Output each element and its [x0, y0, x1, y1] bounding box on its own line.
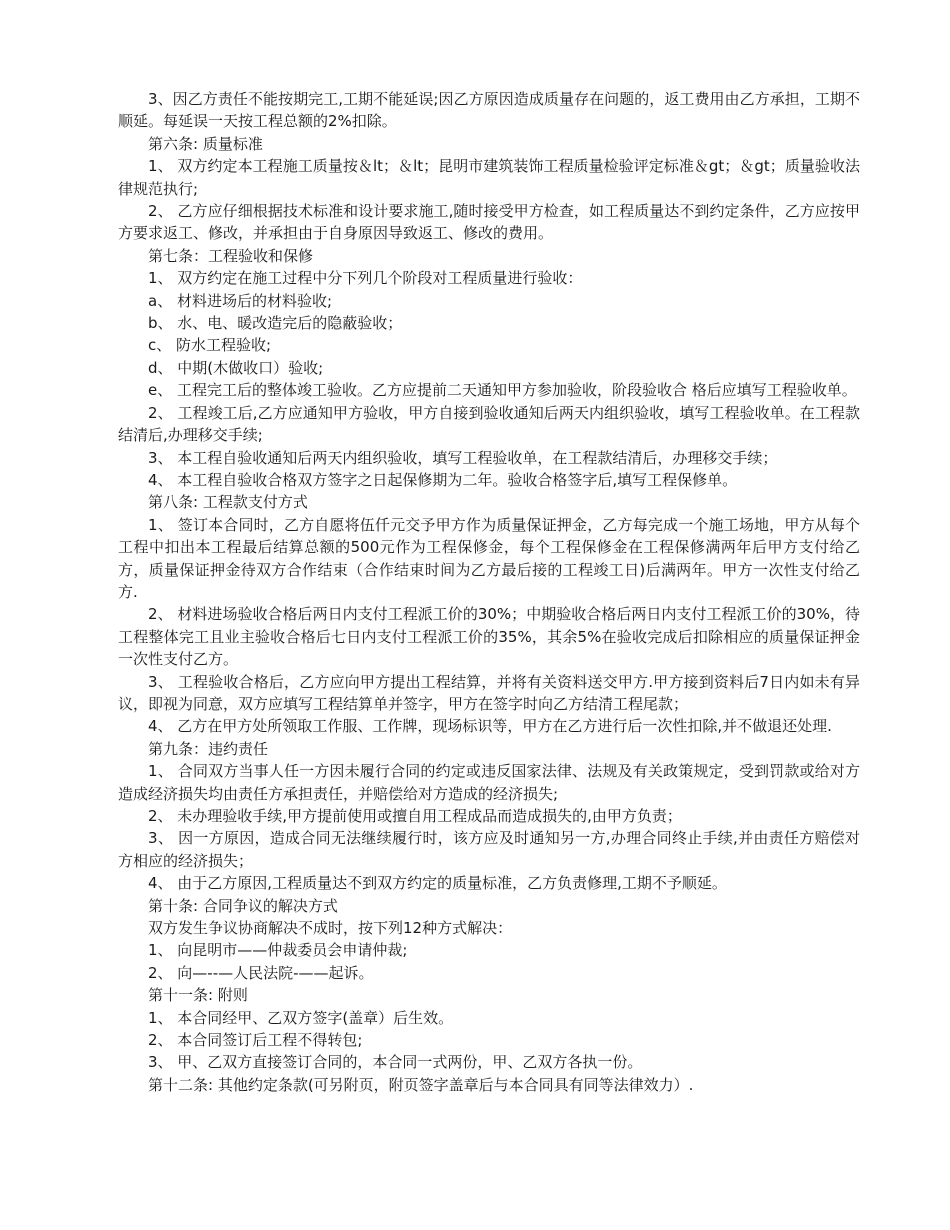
paragraph: 第七条：工程验收和保修	[148, 246, 314, 265]
paragraph: b、 水、电、暖改造完后的隐蔽验收；	[148, 314, 403, 333]
paragraph: 第十二条: 其他约定条款(可另附页，附页签字盖章后与本合同具有同等法律效力）.	[148, 1075, 694, 1094]
contract-document	[118, 88, 860, 1096]
paragraph: 1、 双方约定本工程施工质量按＆lt；＆lt；昆明市建筑装饰工程质量检验评定标准＆gt；＆gt；质量验收法律规范执行;	[118, 157, 860, 198]
paragraph: 3、 甲、乙双方直接签订合同的，本合同一式两份，甲、乙双方各执一份。	[148, 1053, 643, 1072]
paragraph: e、 工程完工后的整体竣工验收。乙方应提前二天通知甲方参加验收，阶段验收合 格后应填写工程验收单。	[148, 381, 857, 400]
paragraph: d、 中期(木做收口）验收;	[148, 358, 324, 377]
paragraph: 第九条：违约责任	[148, 739, 269, 758]
paragraph: 2、 未办理验收手续,甲方提前使用或擅自用工程成品而造成损失的,由甲方负责；	[148, 807, 682, 825]
paragraph: 第十一条: 附则	[148, 986, 248, 1005]
paragraph: c、 防水工程验收;	[148, 336, 272, 355]
paragraph: 双方发生争议协商解决不成时，按下列12种方式解决：	[148, 919, 513, 938]
paragraph: 2、 乙方应仔细根据技术标准和设计要求施工,随时接受甲方检查，如工程质量达不到约定条件，乙方应按甲方要求返工、修改，并承担由于自身原因导致返工、修改的费用。	[118, 202, 860, 243]
paragraph: 3、因乙方责任不能按期完工,工期不能延误;因乙方原因造成质量存在问题的，返工费用由乙方承担，工期不顺延。每延误一天按工程总额的2%扣除。	[118, 90, 860, 131]
paragraph: 第六条: 质量标准	[148, 134, 263, 153]
paragraph: 3、 因一方原因，造成合同无法继续履行时，该方应及时通知另一方,办理合同终止手续,并由责任方赔偿对方相应的经济损失；	[118, 829, 860, 870]
paragraph: 1、 双方约定在施工过程中分下列几个阶段对工程质量进行验收：	[148, 269, 583, 288]
paragraph: 2、 工程竣工后,乙方应通知甲方验收，甲方自接到验收通知后两天内组织验收，填写工程验收单。在工程款结清后,办理移交手续;	[118, 403, 860, 445]
paragraph: 4、 本工程自验收合格双方签字之日起保修期为二年。验收合格签字后,填写工程保修单。	[148, 470, 738, 489]
paragraph: 4、 乙方在甲方处所领取工作服、工作牌，现场标识等，甲方在乙方进行后一次性扣除,并不做退还处理.	[148, 717, 832, 736]
paragraph: 2、 向—--—人民法院-——起诉。	[148, 963, 374, 982]
paragraph: 2、 材料进场验收合格后两日内支付工程派工价的30%；中期验收合格后两日内支付工程派工价的30%，待工程整体完工且业主验收合格后七日内支付工程派工价的35%，其余5%在验收完成后扣除相应的质量保证押金一次性支付乙方。	[118, 605, 860, 669]
paragraph: 第十条: 合同争议的解决方式	[148, 896, 338, 915]
paragraph: 第八条: 工程款支付方式	[148, 493, 308, 512]
paragraph: 4、 由于乙方原因,工程质量达不到双方约定的质量标准，乙方负责修理,工期不予顺延。	[148, 874, 727, 893]
paragraph: 2、 本合同签订后工程不得转包;	[148, 1031, 363, 1050]
paragraph: 1、 合同双方当事人任一方因未履行合同的约定或违反国家法律、法规及有关政策规定，受到罚款或给对方造成经济损失均由责任方承担责任，并赔偿给对方造成的经济损失;	[118, 762, 860, 803]
paragraph: 1、 向昆明市——仲裁委员会申请仲裁;	[148, 941, 408, 960]
paragraph: 3、 工程验收合格后，乙方应向甲方提出工程结算，并将有关资料送交甲方.甲方接到资料后7日内如未有异议，即视为同意，双方应填写工程结算单并签字，甲方在签字时向乙方结清工程尾款；	[118, 672, 860, 713]
paragraph: 1、 签订本合同时，乙方自愿将伍仟元交予甲方作为质量保证押金，乙方每完成一个施工场地，甲方从每个工程中扣出本工程最后结算总额的500元作为工程保修金，每个工程保修金在工程保修满两年后甲方支付给乙方，质量保证押金待双方合作结束（合作结束时间为乙方最后接的工程竣工日)后满两年。甲方一次性支付给乙方.	[118, 515, 860, 601]
paragraph: 1、 本合同经甲、乙双方签字(盖章）后生效。	[148, 1008, 454, 1027]
paragraph: a、 材料进场后的材料验收;	[148, 291, 333, 310]
paragraph: 3、 本工程自验收通知后两天内组织验收，填写工程验收单，在工程款结清后，办理移交手续；	[148, 448, 778, 467]
